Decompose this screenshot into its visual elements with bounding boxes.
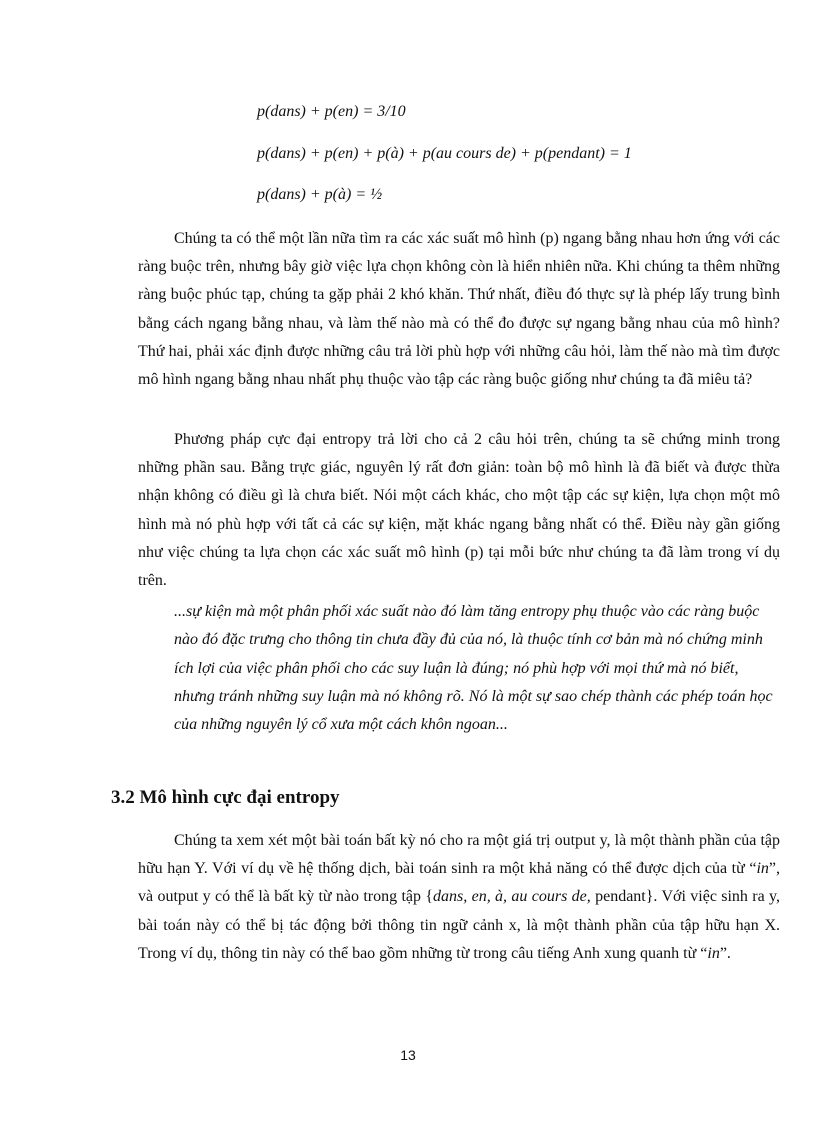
section-heading: 3.2 Mô hình cực đại entropy [111, 787, 340, 808]
paragraph-3 [138, 827, 780, 968]
paragraph-3-text-4: ”. [719, 944, 731, 962]
quote-block: ...sự kiện mà một phân phối xác suất nào đó làm tăng entropy phụ thuộc vào các ràng buộc nào đó đặc trưng cho thông tin chưa đầy đủ của nó, là thuộc tính cơ bản mà nó chứng minh ích lợi của việc phân phối cho các suy luận là đúng; nó phù hợp với mọi thứ mà nó biết, nhưng tránh những suy luận mà nó không rõ. Nó là một sự sao chép thành các phép toán học của những nguyên lý cổ xưa một cách khôn ngoan... [174, 603, 773, 734]
term-in-2: in [707, 944, 720, 962]
formula-line-2: p(dans) + p(en) + p(à) + p(au cours de) + p(pendant) = 1 [257, 145, 632, 162]
formula-line-1: p(dans) + p(en) = 3/10 [257, 103, 406, 120]
page-number: 13 [400, 1047, 416, 1063]
formula-line-3: p(dans) + p(à) = ½ [257, 186, 383, 203]
paragraph-3-text-1: Chúng ta xem xét một bài toán bất kỳ nó cho ra một giá trị output y, là một thành phần của tập hữu hạn Y. Với ví dụ về hệ thống dịch, bài toán sinh ra một khả năng có thể được dịch của từ “ [138, 832, 780, 878]
term-set: dans, en, à, au cours de, [433, 888, 591, 906]
paragraph-3-text-3: pendant}. Với việc sinh ra y, bài toán này có thể bị tác động bởi thông tin ngữ cảnh x, là một thành phần của tập hữu hạn X. Trong ví dụ, thông tin này có thể bao gồm những từ trong câu tiếng Anh xung quanh từ “ [138, 888, 781, 962]
term-in-1: in [756, 860, 769, 878]
paragraph-2: Phương pháp cực đại entropy trả lời cho cả 2 câu hỏi trên, chúng ta sẽ chứng minh trong những phần sau. Bằng trực giác, nguyên lý rất đơn giản: toàn bộ mô hình là đã biết và được thừa nhận không có điều gì là chưa biết. Nói một cách khác, cho một tập các sự kiện, lựa chọn một mô hình mà nó phù hợp với tất cả các sự kiện, mặt khác ngang bằng nhất có thể. Điều này gần giống như việc chúng ta lựa chọn các xác suất mô hình (p) tại mỗi bức như chúng ta đã làm trong ví dụ trên. [138, 431, 780, 590]
paragraph-1: Chúng ta có thể một lần nữa tìm ra các xác suất mô hình (p) ngang bằng nhau hơn ứng với các ràng buộc trên, nhưng bây giờ việc lựa chọn không còn là hiển nhiên nữa. Khi chúng ta thêm những ràng buộc phúc tạp, chúng ta gặp phải 2 khó khăn. Thứ nhất, điều đó thực sự là phép lấy trung bình bằng cách ngang bằng nhau, và làm thế nào mà có thể đo được sự ngang bằng nhau của mô hình? Thứ hai, phải xác định được những câu trả lời phù hợp với những câu hỏi, làm thế nào mà tìm được mô hình ngang bằng nhau nhất phụ thuộc vào tập các ràng buộc giống như chúng ta đã miêu tả? [138, 230, 780, 389]
paragraph-3-text-2: ”, và output y có thể là bất kỳ từ nào trong tập { [138, 860, 780, 906]
